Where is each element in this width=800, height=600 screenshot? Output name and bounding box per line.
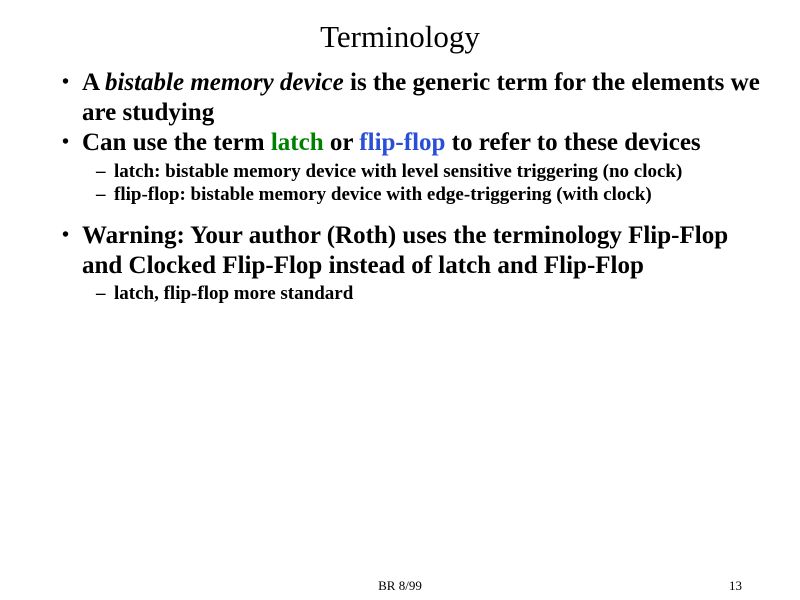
list-item-text: latch: bistable memory device with level sensitive triggering (no clock) [114, 160, 683, 182]
dash-bullet-icon: – [96, 184, 106, 206]
text-segment: Can use the term [82, 129, 271, 157]
text-segment: is the generic term for the elements we are studying [82, 69, 760, 126]
dash-bullet-icon: – [96, 160, 106, 182]
list-item-text: Warning: Your author (Roth) uses the terminology Flip-Flop and Clocked Flip-Flop instead of latch and Flip-Flop [82, 222, 729, 279]
bullet-glyph-icon: • [62, 131, 70, 154]
list-item [40, 161, 760, 184]
bullet-list-level1 [40, 68, 760, 158]
text-segment-latch: latch [270, 129, 324, 157]
list-item-text: flip-flop: bistable memory device with edge-triggering (with clock) [114, 184, 652, 206]
text-segment: or [323, 129, 360, 157]
text-segment: A [82, 69, 105, 97]
bullet-list-level2-first [40, 161, 760, 208]
list-item [40, 221, 760, 280]
bullet-list-level1-second [40, 221, 760, 280]
list-item-text [82, 129, 701, 156]
list-item [40, 68, 760, 127]
bullet-glyph-icon: • [62, 224, 70, 247]
list-item-text [82, 69, 760, 126]
spacer [40, 211, 760, 221]
dash-bullet-icon: – [96, 283, 106, 305]
footer-label: BR 8/99 [378, 578, 422, 593]
page-number: 13 [729, 578, 742, 593]
text-segment-flipflop: flip-flop [359, 129, 446, 157]
list-item [40, 128, 760, 158]
page-title: Terminology [320, 19, 480, 54]
text-segment-emphasis: bistable memory device [104, 69, 344, 97]
list-item-text: latch, flip-flop more standard [114, 283, 354, 305]
list-item [40, 283, 760, 306]
list-item [40, 184, 760, 207]
text-segment: to refer to these devices [445, 129, 701, 157]
bullet-list-level2-second [40, 283, 760, 306]
slide-body [0, 54, 800, 306]
bullet-glyph-icon: • [62, 71, 70, 94]
